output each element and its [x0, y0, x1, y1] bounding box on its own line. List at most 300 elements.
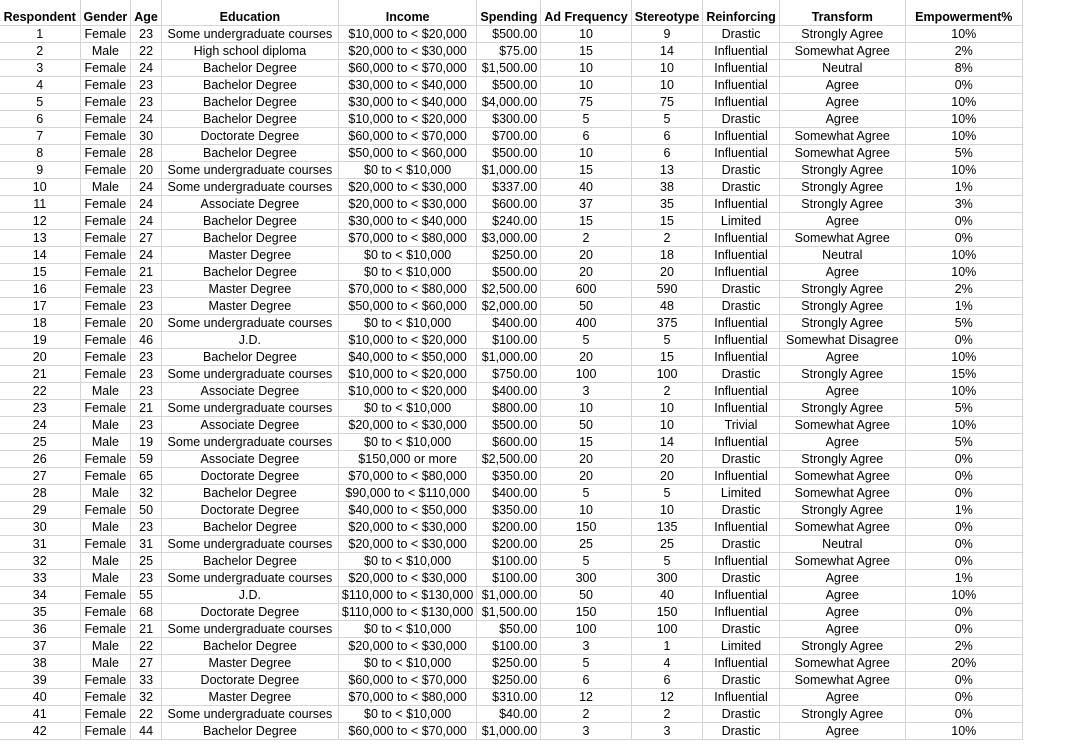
cell-education[interactable]: Bachelor Degree — [161, 485, 338, 502]
cell-empowerment[interactable]: 10% — [905, 264, 1022, 281]
cell-spending[interactable]: $350.00 — [477, 502, 541, 519]
cell-respondent[interactable]: 8 — [0, 145, 80, 162]
cell-empowerment[interactable]: 15% — [905, 366, 1022, 383]
cell-empowerment[interactable]: 10% — [905, 162, 1022, 179]
cell-age[interactable]: 24 — [131, 179, 162, 196]
cell-stereotype[interactable]: 20 — [631, 264, 703, 281]
cell-transform[interactable]: Strongly Agree — [779, 26, 905, 43]
cell-spending[interactable]: $500.00 — [477, 417, 541, 434]
cell-reinforcing[interactable]: Drastic — [703, 706, 779, 723]
cell-respondent[interactable]: 31 — [0, 536, 80, 553]
cell-ad-frequency[interactable]: 15 — [541, 434, 631, 451]
cell-age[interactable]: 23 — [131, 366, 162, 383]
cell-ad-frequency[interactable]: 50 — [541, 587, 631, 604]
cell-respondent[interactable]: 4 — [0, 77, 80, 94]
cell-stereotype[interactable]: 150 — [631, 604, 703, 621]
cell-education[interactable]: Bachelor Degree — [161, 264, 338, 281]
cell-stereotype[interactable]: 20 — [631, 451, 703, 468]
cell-transform[interactable]: Agree — [779, 383, 905, 400]
cell-income[interactable]: $0 to < $10,000 — [338, 655, 477, 672]
cell-income[interactable]: $60,000 to < $70,000 — [338, 672, 477, 689]
cell-income[interactable]: $0 to < $10,000 — [338, 621, 477, 638]
cell-respondent[interactable]: 14 — [0, 247, 80, 264]
cell-transform[interactable]: Somewhat Agree — [779, 485, 905, 502]
cell-age[interactable]: 24 — [131, 213, 162, 230]
cell-age[interactable]: 24 — [131, 196, 162, 213]
cell-respondent[interactable]: 1 — [0, 26, 80, 43]
cell-ad-frequency[interactable]: 10 — [541, 60, 631, 77]
cell-spending[interactable]: $2,500.00 — [477, 451, 541, 468]
cell-respondent[interactable]: 28 — [0, 485, 80, 502]
cell-ad-frequency[interactable]: 3 — [541, 723, 631, 740]
cell-respondent[interactable]: 19 — [0, 332, 80, 349]
cell-education[interactable]: Bachelor Degree — [161, 638, 338, 655]
cell-reinforcing[interactable]: Influential — [703, 264, 779, 281]
cell-reinforcing[interactable]: Drastic — [703, 179, 779, 196]
cell-stereotype[interactable]: 5 — [631, 332, 703, 349]
cell-stereotype[interactable]: 48 — [631, 298, 703, 315]
cell-stereotype[interactable]: 10 — [631, 77, 703, 94]
cell-stereotype[interactable]: 6 — [631, 145, 703, 162]
cell-empowerment[interactable]: 0% — [905, 77, 1022, 94]
cell-age[interactable]: 21 — [131, 400, 162, 417]
cell-ad-frequency[interactable]: 10 — [541, 145, 631, 162]
cell-gender[interactable]: Male — [80, 383, 131, 400]
cell-respondent[interactable]: 5 — [0, 94, 80, 111]
cell-reinforcing[interactable]: Influential — [703, 315, 779, 332]
cell-spending[interactable]: $100.00 — [477, 570, 541, 587]
cell-transform[interactable]: Somewhat Agree — [779, 128, 905, 145]
cell-age[interactable]: 23 — [131, 26, 162, 43]
cell-transform[interactable]: Somewhat Agree — [779, 230, 905, 247]
cell-education[interactable]: Bachelor Degree — [161, 553, 338, 570]
cell-income[interactable]: $0 to < $10,000 — [338, 315, 477, 332]
cell-transform[interactable]: Strongly Agree — [779, 196, 905, 213]
cell-transform[interactable]: Strongly Agree — [779, 638, 905, 655]
cell-education[interactable]: Some undergraduate courses — [161, 434, 338, 451]
cell-reinforcing[interactable]: Influential — [703, 587, 779, 604]
cell-education[interactable]: Some undergraduate courses — [161, 621, 338, 638]
cell-empowerment[interactable]: 0% — [905, 213, 1022, 230]
cell-reinforcing[interactable]: Drastic — [703, 570, 779, 587]
cell-reinforcing[interactable]: Drastic — [703, 162, 779, 179]
cell-reinforcing[interactable]: Limited — [703, 485, 779, 502]
cell-reinforcing[interactable]: Influential — [703, 349, 779, 366]
cell-ad-frequency[interactable]: 6 — [541, 672, 631, 689]
cell-reinforcing[interactable]: Influential — [703, 60, 779, 77]
cell-income[interactable]: $20,000 to < $30,000 — [338, 417, 477, 434]
cell-ad-frequency[interactable]: 3 — [541, 638, 631, 655]
cell-respondent[interactable]: 9 — [0, 162, 80, 179]
cell-spending[interactable]: $4,000.00 — [477, 94, 541, 111]
cell-reinforcing[interactable]: Influential — [703, 128, 779, 145]
cell-age[interactable]: 32 — [131, 485, 162, 502]
cell-education[interactable]: J.D. — [161, 587, 338, 604]
cell-respondent[interactable]: 17 — [0, 298, 80, 315]
cell-education[interactable]: Associate Degree — [161, 196, 338, 213]
cell-ad-frequency[interactable]: 3 — [541, 383, 631, 400]
cell-reinforcing[interactable]: Drastic — [703, 451, 779, 468]
cell-gender[interactable]: Male — [80, 485, 131, 502]
cell-education[interactable]: Some undergraduate courses — [161, 179, 338, 196]
cell-transform[interactable]: Agree — [779, 94, 905, 111]
cell-respondent[interactable]: 6 — [0, 111, 80, 128]
cell-reinforcing[interactable]: Influential — [703, 77, 779, 94]
cell-education[interactable]: Doctorate Degree — [161, 468, 338, 485]
cell-stereotype[interactable]: 300 — [631, 570, 703, 587]
cell-transform[interactable]: Strongly Agree — [779, 706, 905, 723]
cell-income[interactable]: $90,000 to < $110,000 — [338, 485, 477, 502]
cell-ad-frequency[interactable]: 37 — [541, 196, 631, 213]
cell-gender[interactable]: Female — [80, 281, 131, 298]
cell-age[interactable]: 21 — [131, 621, 162, 638]
cell-transform[interactable]: Agree — [779, 604, 905, 621]
cell-stereotype[interactable]: 5 — [631, 553, 703, 570]
cell-gender[interactable]: Female — [80, 468, 131, 485]
cell-ad-frequency[interactable]: 15 — [541, 213, 631, 230]
cell-stereotype[interactable]: 6 — [631, 128, 703, 145]
cell-empowerment[interactable]: 1% — [905, 179, 1022, 196]
cell-income[interactable]: $70,000 to < $80,000 — [338, 281, 477, 298]
cell-empowerment[interactable]: 0% — [905, 553, 1022, 570]
cell-respondent[interactable]: 3 — [0, 60, 80, 77]
cell-education[interactable]: J.D. — [161, 332, 338, 349]
cell-reinforcing[interactable]: Influential — [703, 553, 779, 570]
cell-age[interactable]: 23 — [131, 349, 162, 366]
cell-gender[interactable]: Female — [80, 230, 131, 247]
cell-empowerment[interactable]: 5% — [905, 400, 1022, 417]
cell-empowerment[interactable]: 10% — [905, 94, 1022, 111]
cell-gender[interactable]: Female — [80, 536, 131, 553]
cell-transform[interactable]: Somewhat Agree — [779, 417, 905, 434]
cell-respondent[interactable]: 15 — [0, 264, 80, 281]
cell-transform[interactable]: Neutral — [779, 247, 905, 264]
cell-spending[interactable]: $75.00 — [477, 43, 541, 60]
cell-ad-frequency[interactable]: 20 — [541, 264, 631, 281]
cell-income[interactable]: $50,000 to < $60,000 — [338, 298, 477, 315]
cell-age[interactable]: 31 — [131, 536, 162, 553]
cell-reinforcing[interactable]: Drastic — [703, 281, 779, 298]
header-ad-frequency[interactable]: Ad Frequency — [541, 0, 631, 26]
cell-reinforcing[interactable]: Drastic — [703, 723, 779, 740]
cell-reinforcing[interactable]: Influential — [703, 383, 779, 400]
cell-income[interactable]: $60,000 to < $70,000 — [338, 60, 477, 77]
cell-transform[interactable]: Strongly Agree — [779, 366, 905, 383]
cell-age[interactable]: 23 — [131, 383, 162, 400]
cell-ad-frequency[interactable]: 300 — [541, 570, 631, 587]
cell-empowerment[interactable]: 0% — [905, 621, 1022, 638]
cell-respondent[interactable]: 18 — [0, 315, 80, 332]
cell-gender[interactable]: Male — [80, 179, 131, 196]
cell-spending[interactable]: $100.00 — [477, 332, 541, 349]
cell-empowerment[interactable]: 0% — [905, 672, 1022, 689]
cell-stereotype[interactable]: 12 — [631, 689, 703, 706]
cell-ad-frequency[interactable]: 400 — [541, 315, 631, 332]
cell-respondent[interactable]: 21 — [0, 366, 80, 383]
cell-income[interactable]: $30,000 to < $40,000 — [338, 213, 477, 230]
cell-reinforcing[interactable]: Influential — [703, 655, 779, 672]
cell-ad-frequency[interactable]: 75 — [541, 94, 631, 111]
cell-reinforcing[interactable]: Drastic — [703, 672, 779, 689]
cell-empowerment[interactable]: 10% — [905, 128, 1022, 145]
cell-education[interactable]: Some undergraduate courses — [161, 366, 338, 383]
cell-ad-frequency[interactable]: 5 — [541, 111, 631, 128]
cell-spending[interactable]: $1,000.00 — [477, 723, 541, 740]
cell-stereotype[interactable]: 5 — [631, 111, 703, 128]
cell-income[interactable]: $40,000 to < $50,000 — [338, 502, 477, 519]
cell-transform[interactable]: Agree — [779, 77, 905, 94]
cell-age[interactable]: 24 — [131, 60, 162, 77]
cell-empowerment[interactable]: 1% — [905, 502, 1022, 519]
cell-transform[interactable]: Agree — [779, 264, 905, 281]
cell-respondent[interactable]: 30 — [0, 519, 80, 536]
cell-gender[interactable]: Male — [80, 638, 131, 655]
cell-education[interactable]: Bachelor Degree — [161, 60, 338, 77]
cell-income[interactable]: $60,000 to < $70,000 — [338, 723, 477, 740]
cell-gender[interactable]: Female — [80, 689, 131, 706]
cell-ad-frequency[interactable]: 5 — [541, 553, 631, 570]
cell-spending[interactable]: $700.00 — [477, 128, 541, 145]
cell-age[interactable]: 23 — [131, 519, 162, 536]
cell-income[interactable]: $20,000 to < $30,000 — [338, 519, 477, 536]
cell-gender[interactable]: Male — [80, 417, 131, 434]
cell-income[interactable]: $20,000 to < $30,000 — [338, 570, 477, 587]
cell-empowerment[interactable]: 0% — [905, 332, 1022, 349]
cell-ad-frequency[interactable]: 100 — [541, 366, 631, 383]
header-transform[interactable]: Transform — [779, 0, 905, 26]
cell-ad-frequency[interactable]: 15 — [541, 43, 631, 60]
header-age[interactable]: Age — [131, 0, 162, 26]
cell-stereotype[interactable]: 375 — [631, 315, 703, 332]
cell-reinforcing[interactable]: Drastic — [703, 111, 779, 128]
cell-ad-frequency[interactable]: 2 — [541, 706, 631, 723]
cell-gender[interactable]: Male — [80, 519, 131, 536]
cell-empowerment[interactable]: 10% — [905, 587, 1022, 604]
cell-empowerment[interactable]: 2% — [905, 638, 1022, 655]
cell-stereotype[interactable]: 18 — [631, 247, 703, 264]
cell-stereotype[interactable]: 38 — [631, 179, 703, 196]
cell-gender[interactable]: Female — [80, 349, 131, 366]
cell-stereotype[interactable]: 1 — [631, 638, 703, 655]
cell-spending[interactable]: $600.00 — [477, 196, 541, 213]
cell-ad-frequency[interactable]: 15 — [541, 162, 631, 179]
cell-stereotype[interactable]: 10 — [631, 60, 703, 77]
cell-gender[interactable]: Female — [80, 451, 131, 468]
cell-income[interactable]: $20,000 to < $30,000 — [338, 536, 477, 553]
cell-respondent[interactable]: 23 — [0, 400, 80, 417]
cell-empowerment[interactable]: 8% — [905, 60, 1022, 77]
cell-transform[interactable]: Somewhat Disagree — [779, 332, 905, 349]
cell-spending[interactable]: $500.00 — [477, 77, 541, 94]
cell-age[interactable]: 27 — [131, 230, 162, 247]
cell-respondent[interactable]: 24 — [0, 417, 80, 434]
cell-reinforcing[interactable]: Influential — [703, 145, 779, 162]
cell-stereotype[interactable]: 6 — [631, 672, 703, 689]
cell-age[interactable]: 46 — [131, 332, 162, 349]
cell-gender[interactable]: Female — [80, 604, 131, 621]
cell-income[interactable]: $20,000 to < $30,000 — [338, 179, 477, 196]
cell-stereotype[interactable]: 100 — [631, 621, 703, 638]
cell-reinforcing[interactable]: Influential — [703, 400, 779, 417]
cell-gender[interactable]: Female — [80, 94, 131, 111]
cell-spending[interactable]: $1,000.00 — [477, 162, 541, 179]
cell-income[interactable]: $70,000 to < $80,000 — [338, 468, 477, 485]
cell-gender[interactable]: Female — [80, 77, 131, 94]
cell-age[interactable]: 27 — [131, 655, 162, 672]
cell-reinforcing[interactable]: Influential — [703, 519, 779, 536]
cell-gender[interactable]: Female — [80, 400, 131, 417]
cell-education[interactable]: Bachelor Degree — [161, 213, 338, 230]
cell-respondent[interactable]: 32 — [0, 553, 80, 570]
cell-spending[interactable]: $400.00 — [477, 383, 541, 400]
cell-age[interactable]: 23 — [131, 281, 162, 298]
cell-reinforcing[interactable]: Influential — [703, 434, 779, 451]
cell-education[interactable]: High school diploma — [161, 43, 338, 60]
cell-spending[interactable]: $337.00 — [477, 179, 541, 196]
cell-ad-frequency[interactable]: 12 — [541, 689, 631, 706]
cell-reinforcing[interactable]: Influential — [703, 196, 779, 213]
cell-reinforcing[interactable]: Drastic — [703, 366, 779, 383]
cell-respondent[interactable]: 10 — [0, 179, 80, 196]
cell-spending[interactable]: $500.00 — [477, 145, 541, 162]
cell-income[interactable]: $60,000 to < $70,000 — [338, 128, 477, 145]
cell-respondent[interactable]: 11 — [0, 196, 80, 213]
cell-gender[interactable]: Female — [80, 298, 131, 315]
cell-transform[interactable]: Strongly Agree — [779, 451, 905, 468]
cell-stereotype[interactable]: 14 — [631, 43, 703, 60]
cell-education[interactable]: Some undergraduate courses — [161, 162, 338, 179]
cell-spending[interactable]: $600.00 — [477, 434, 541, 451]
cell-ad-frequency[interactable]: 150 — [541, 519, 631, 536]
header-gender[interactable]: Gender — [80, 0, 131, 26]
cell-education[interactable]: Bachelor Degree — [161, 77, 338, 94]
cell-income[interactable]: $0 to < $10,000 — [338, 706, 477, 723]
cell-ad-frequency[interactable]: 2 — [541, 230, 631, 247]
cell-transform[interactable]: Strongly Agree — [779, 179, 905, 196]
cell-gender[interactable]: Female — [80, 145, 131, 162]
cell-education[interactable]: Some undergraduate courses — [161, 315, 338, 332]
cell-education[interactable]: Master Degree — [161, 689, 338, 706]
cell-stereotype[interactable]: 15 — [631, 349, 703, 366]
cell-income[interactable]: $70,000 to < $80,000 — [338, 230, 477, 247]
cell-education[interactable]: Some undergraduate courses — [161, 570, 338, 587]
cell-empowerment[interactable]: 20% — [905, 655, 1022, 672]
cell-income[interactable]: $30,000 to < $40,000 — [338, 94, 477, 111]
cell-transform[interactable]: Agree — [779, 570, 905, 587]
cell-empowerment[interactable]: 10% — [905, 26, 1022, 43]
cell-respondent[interactable]: 29 — [0, 502, 80, 519]
cell-ad-frequency[interactable]: 5 — [541, 332, 631, 349]
header-empowerment[interactable]: Empowerment% — [905, 0, 1022, 26]
cell-education[interactable]: Bachelor Degree — [161, 111, 338, 128]
cell-age[interactable]: 23 — [131, 417, 162, 434]
cell-ad-frequency[interactable]: 100 — [541, 621, 631, 638]
cell-reinforcing[interactable]: Trivial — [703, 417, 779, 434]
cell-ad-frequency[interactable]: 50 — [541, 298, 631, 315]
cell-empowerment[interactable]: 0% — [905, 485, 1022, 502]
cell-education[interactable]: Bachelor Degree — [161, 519, 338, 536]
cell-transform[interactable]: Strongly Agree — [779, 162, 905, 179]
cell-transform[interactable]: Somewhat Agree — [779, 655, 905, 672]
cell-stereotype[interactable]: 135 — [631, 519, 703, 536]
cell-age[interactable]: 23 — [131, 570, 162, 587]
cell-respondent[interactable]: 7 — [0, 128, 80, 145]
cell-transform[interactable]: Neutral — [779, 60, 905, 77]
cell-income[interactable]: $10,000 to < $20,000 — [338, 366, 477, 383]
cell-ad-frequency[interactable]: 40 — [541, 179, 631, 196]
cell-stereotype[interactable]: 75 — [631, 94, 703, 111]
cell-age[interactable]: 33 — [131, 672, 162, 689]
cell-gender[interactable]: Female — [80, 706, 131, 723]
cell-respondent[interactable]: 37 — [0, 638, 80, 655]
cell-spending[interactable]: $400.00 — [477, 485, 541, 502]
cell-gender[interactable]: Female — [80, 60, 131, 77]
cell-transform[interactable]: Agree — [779, 621, 905, 638]
cell-stereotype[interactable]: 2 — [631, 383, 703, 400]
cell-gender[interactable]: Male — [80, 434, 131, 451]
cell-gender[interactable]: Female — [80, 723, 131, 740]
header-reinforcing[interactable]: Reinforcing — [703, 0, 779, 26]
cell-stereotype[interactable]: 10 — [631, 502, 703, 519]
cell-empowerment[interactable]: 5% — [905, 434, 1022, 451]
cell-income[interactable]: $0 to < $10,000 — [338, 400, 477, 417]
cell-income[interactable]: $110,000 to < $130,000 — [338, 604, 477, 621]
cell-ad-frequency[interactable]: 150 — [541, 604, 631, 621]
cell-transform[interactable]: Somewhat Agree — [779, 519, 905, 536]
cell-age[interactable]: 68 — [131, 604, 162, 621]
cell-empowerment[interactable]: 0% — [905, 230, 1022, 247]
cell-age[interactable]: 22 — [131, 706, 162, 723]
cell-respondent[interactable]: 20 — [0, 349, 80, 366]
cell-age[interactable]: 44 — [131, 723, 162, 740]
cell-gender[interactable]: Female — [80, 162, 131, 179]
cell-reinforcing[interactable]: Influential — [703, 230, 779, 247]
cell-spending[interactable]: $100.00 — [477, 553, 541, 570]
cell-gender[interactable]: Male — [80, 43, 131, 60]
cell-empowerment[interactable]: 2% — [905, 43, 1022, 60]
cell-age[interactable]: 24 — [131, 247, 162, 264]
cell-spending[interactable]: $1,500.00 — [477, 60, 541, 77]
cell-respondent[interactable]: 12 — [0, 213, 80, 230]
cell-gender[interactable]: Female — [80, 26, 131, 43]
cell-ad-frequency[interactable]: 20 — [541, 247, 631, 264]
cell-income[interactable]: $20,000 to < $30,000 — [338, 43, 477, 60]
cell-respondent[interactable]: 39 — [0, 672, 80, 689]
cell-income[interactable]: $0 to < $10,000 — [338, 553, 477, 570]
cell-empowerment[interactable]: 0% — [905, 604, 1022, 621]
cell-gender[interactable]: Female — [80, 196, 131, 213]
cell-gender[interactable]: Female — [80, 315, 131, 332]
cell-education[interactable]: Doctorate Degree — [161, 128, 338, 145]
cell-ad-frequency[interactable]: 5 — [541, 485, 631, 502]
cell-reinforcing[interactable]: Limited — [703, 638, 779, 655]
cell-gender[interactable]: Male — [80, 655, 131, 672]
cell-stereotype[interactable]: 3 — [631, 723, 703, 740]
cell-age[interactable]: 55 — [131, 587, 162, 604]
cell-respondent[interactable]: 22 — [0, 383, 80, 400]
cell-education[interactable]: Bachelor Degree — [161, 94, 338, 111]
cell-income[interactable]: $150,000 or more — [338, 451, 477, 468]
cell-income[interactable]: $10,000 to < $20,000 — [338, 383, 477, 400]
cell-reinforcing[interactable]: Drastic — [703, 26, 779, 43]
cell-education[interactable]: Master Degree — [161, 298, 338, 315]
cell-spending[interactable]: $500.00 — [477, 26, 541, 43]
cell-spending[interactable]: $50.00 — [477, 621, 541, 638]
cell-gender[interactable]: Female — [80, 128, 131, 145]
cell-age[interactable]: 65 — [131, 468, 162, 485]
header-education[interactable]: Education — [161, 0, 338, 26]
cell-transform[interactable]: Strongly Agree — [779, 298, 905, 315]
